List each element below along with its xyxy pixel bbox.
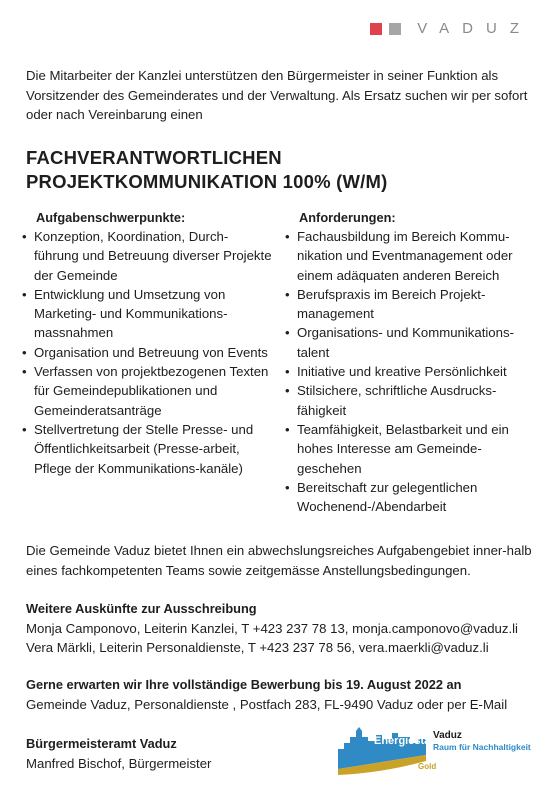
logo-text: VADUZ (417, 20, 532, 37)
list-item: • Initiative und kreative Persönlichkeit (285, 362, 540, 381)
logo-grey-square (389, 23, 401, 35)
contact-line-kanzlei: Monja Camponovo, Leiterin Kanzlei, T +423 237 78 13, monja.camponovo@vaduz.li (26, 620, 518, 636)
application-info (26, 675, 546, 714)
list-item: • Konzeption, Koordination, Durch-führung und Betreuung diverser Projekte der Gemeinde (22, 227, 272, 285)
list-item: • Stilsichere, schriftliche Ausdrucks-fähigkeit (285, 381, 540, 420)
badge-label: Energiestadt (374, 735, 441, 747)
intro-paragraph: Die Mitarbeiter der Kanzlei unterstützen den Bürgermeister in seiner Funktion als Vorsitzender des Gemeinderates und der Verwaltung. Als Ersatz suchen wir per sofort oder nach Vereinbarung einen (26, 68, 528, 122)
signature-heading: Bürgermeisteramt Vaduz (26, 736, 177, 751)
list-item: • Fachausbildung im Bereich Kommu-nikation und Eventmanagement oder einem adäquaten anderen Bereich (285, 227, 540, 285)
requirements-heading: Anforderungen: (299, 210, 396, 225)
badge-level: Gold (418, 762, 437, 771)
badge-tagline: Raum für Nachhaltigkeit (433, 742, 531, 752)
requirements-list (285, 227, 540, 516)
offer-paragraph: Die Gemeinde Vaduz bietet Ihnen ein abwechslungsreiches Aufgabengebiet inner-halb eines fachkompetenten Teams sowie zeitgemässe Anstellungsbedingungen. (26, 543, 532, 578)
signature-name: Manfred Bischof, Bürgermeister (26, 755, 212, 771)
tasks-list (22, 227, 272, 478)
list-item: • Berufspraxis im Bereich Projekt-management (285, 285, 540, 324)
application-address: Gemeinde Vaduz, Personaldienste , Postfach 283, FL-9490 Vaduz oder per E-Mail (26, 696, 508, 712)
contact-info (26, 599, 546, 658)
energiestadt-badge (336, 725, 536, 775)
signature-block (26, 734, 326, 773)
contact-line-personal: Vera Märkli, Leiterin Personaldienste, T +423 237 78 56, vera.maerkli@vaduz.li (26, 640, 489, 655)
logo-red-square (370, 23, 382, 35)
list-item: • Verfassen von projektbezogenen Texten für Gemeindepublikationen und Gemeinderatsanträge (22, 362, 272, 420)
list-item: • Organisation und Betreuung von Events (22, 343, 272, 362)
list-item: • Entwicklung und Umsetzung von Marketing- und Kommunikations-massnahmen (22, 285, 272, 343)
list-item: • Teamfähigkeit, Belastbarkeit und ein hohes Interesse am Gemeinde-geschehen (285, 420, 540, 478)
tasks-heading: Aufgabenschwerpunkte: (36, 210, 186, 225)
list-item: • Bereitschaft zur gelegentlichen Wochenend-/Abendarbeit (285, 478, 540, 517)
tasks-column (22, 209, 272, 478)
list-item: • Stellvertretung der Stelle Presse- und Öffentlichkeitsarbeit (Presse-arbeit, Pflege der Kommunikations-kanäle) (22, 420, 272, 478)
badge-town: Vaduz (433, 730, 462, 741)
job-title (26, 146, 536, 194)
list-item: • Organisations- und Kommunikations-talent (285, 323, 540, 362)
application-heading: Gerne erwarten wir Ihre vollständige Bewerbung bis 19. August 2022 an (26, 677, 462, 692)
requirements-column (285, 209, 540, 516)
contact-heading: Weitere Auskünfte zur Ausschreibung (26, 601, 257, 616)
job-title-line2: PROJEKTKOMMUNIKATION 100% (W/M) (26, 171, 388, 192)
job-title-line1: FACHVERANTWORTLICHEN (26, 147, 282, 168)
vaduz-logo (370, 20, 532, 37)
